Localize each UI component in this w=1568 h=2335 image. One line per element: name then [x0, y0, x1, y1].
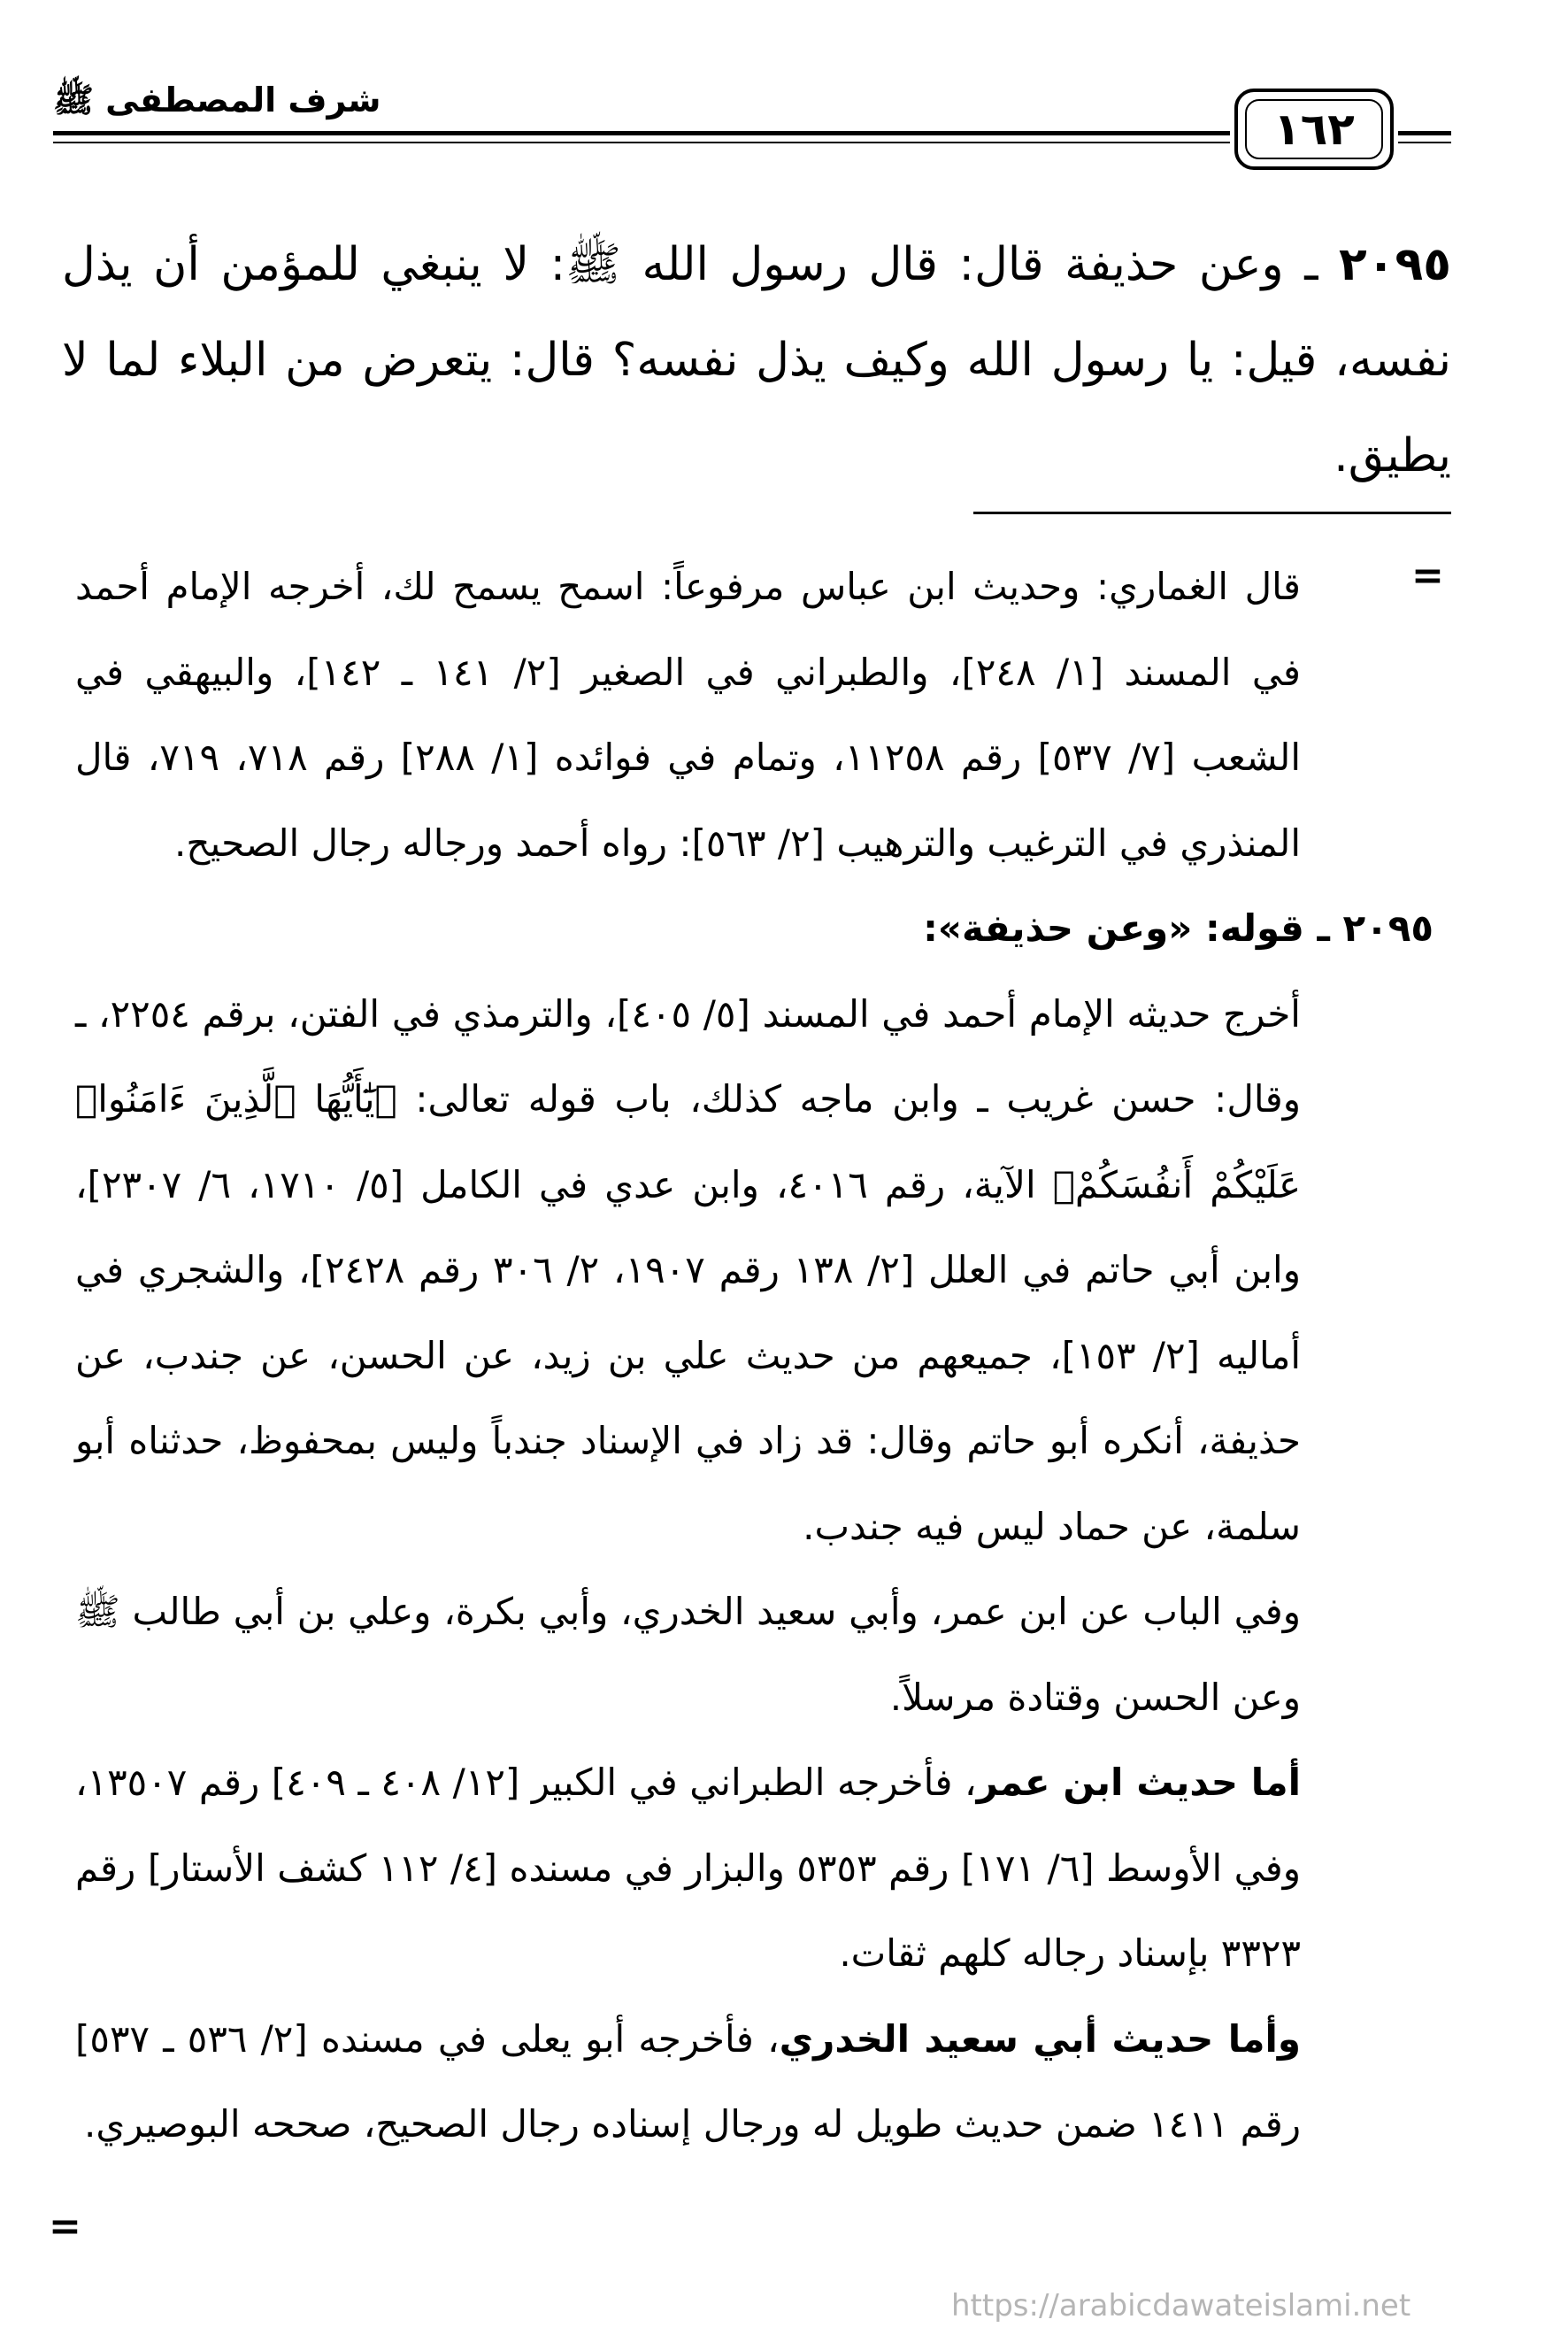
footnote-heading: ٢٠٩٥ ـ قوله: «وعن حذيفة»: — [923, 906, 1433, 950]
hadith-text-block — [62, 217, 1451, 504]
header-rule-thick — [53, 131, 1230, 135]
header-rule-right-thin — [1398, 142, 1451, 143]
footnote-rest: ، فأخرجه أبو يعلى في مسنده [٢/ ٥٣٦ ـ ٥٣٧] رقم ١٤١١ ضمن حديث طويل له ورجال إسناده رجال الصحيح، صححه البوصيري. — [75, 2016, 1301, 2146]
book-title: شرف المصطفى ﷺ — [53, 81, 381, 119]
footnote-lead: وأما حديث أبي سعيد الخدري — [779, 2016, 1301, 2061]
page-number: ١٦٢ — [1245, 99, 1383, 159]
watermark-url: https://arabicdawateislami.net — [951, 2288, 1411, 2323]
footnote-rest: ، فأخرجه الطبراني في الكبير [١٢/ ٤٠٨ ـ ٤٠٩] رقم ١٣٥٠٧، وفي الأوسط [٦/ ١٧١] رقم ٥٣٥٣ والبزار في مسنده [٤/ ١١٢ كشف الأستار] رقم ٣٣٢٣ بإسناد رجاله كلهم ثقات. — [75, 1761, 1301, 1975]
footnote-paragraph: أخرج حديثه الإمام أحمد في المسند [٥/ ٤٠٥]، والترمذي في الفتن، برقم ٢٢٥٤، ـ وقال: حسن غريب ـ وابن ماجه كذلك، باب قوله تعالى: ﴿يَٰٓأَيُّهَا ٱلَّذِينَ ءَامَنُوا۟ عَلَيْكُمْ أَنفُسَكُمْ﴾ الآية، رقم ٤٠١٦، وابن عدي في الكامل [٥/ ١٧١٠، ٦/ ٢٣٠٧]، وابن أبي حاتم في العلل [٢/ ١٣٨ رقم ١٩٠٧، ٢/ ٣٠٦ رقم ٢٤٢٨]، والشجري في أماليه [٢/ ١٥٣]، جميعهم من حديث علي بن زيد، عن الحسن، عن جندب، عن حذيفة، أنكره أبو حاتم وقال: قد زاد في الإسناد جندباً وليس بمحفوظ، حدثناه أبو سلمة، عن حماد ليس فيه جندب. — [75, 991, 1302, 1548]
footnote-lead: أما حديث ابن عمر — [976, 1761, 1301, 1804]
header-rule-thin — [53, 142, 1230, 143]
hadith-number: ٢٠٩٥ — [1339, 238, 1451, 291]
continuation-mark-top: = — [1411, 553, 1444, 598]
header-rule-right-thick — [1398, 131, 1451, 135]
footnote-separator — [973, 512, 1451, 514]
footnote-paragraph — [75, 1997, 1301, 2168]
footnote-paragraph: قال الغماري: وحديث ابن عباس مرفوعاً: اسمح يسمح لك، أخرجه الإمام أحمد في المسند [١/ ٢٤٨]، والطبراني في الصغير [٢/ ١٤١ ـ ١٤٢]، والبيهقي في الشعب [٧/ ٥٣٧] رقم ١١٢٥٨، وتمام في فوائده [١/ ٢٨٨] رقم ٧١٨، ٧١٩، قال المنذري في الترغيب والترهيب [٢/ ٥٦٣]: رواه أحمد ورجاله رجال الصحيح. — [75, 565, 1302, 865]
footnote-paragraph — [75, 1740, 1301, 1997]
footnote-paragraph: وفي الباب عن ابن عمر، وأبي سعيد الخدري، وأبي بكرة، وعلي بن أبي طالب ﷺ وعن الحسن وقتادة مرسلاً. — [75, 1590, 1301, 1719]
hadith-body: ـ وعن حذيفة قال: قال رسول الله ﷺ: لا ينبغي للمؤمن أن يذل نفسه، قيل: يا رسول الله وكيف يذل نفسه؟ قال: يتعرض من البلاء لما لا يطيق. — [62, 238, 1451, 482]
page-number-frame — [1234, 89, 1394, 170]
footnotes-block — [75, 544, 1433, 2168]
page-header — [53, 80, 1460, 177]
continuation-mark-bottom: = — [49, 2204, 81, 2249]
